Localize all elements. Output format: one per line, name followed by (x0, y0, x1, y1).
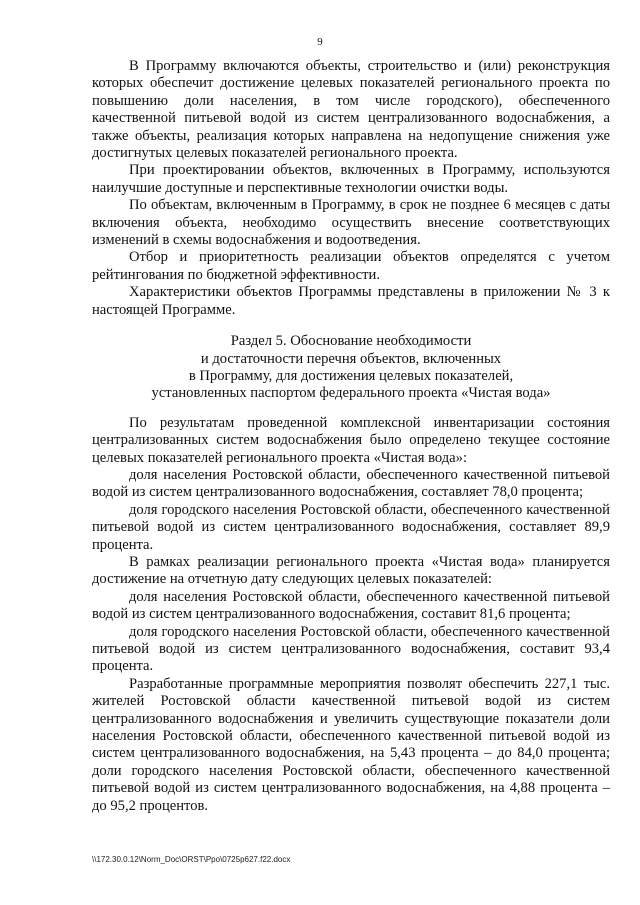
heading-line: в Программу, для достижения целевых показателей, (188, 367, 514, 384)
file-path-footer: \\172.30.0.12\Norm_Doc\ORST\Ppo\0725p627.f22.docx (92, 855, 291, 864)
list-item: доля населения Ростовской области, обеспеченного качественной питьевой водой из систем централизованного водоснабжения, составит 81,6 процента; (92, 588, 610, 623)
paragraph: В Программу включаются объекты, строительство и (или) реконструкция которых обеспечит достижение целевых показателей регионального проекта по повышению доли населения, в том числе городского), обеспеченного качественной питьевой водой из систем централизованного водоснабжения, а также объекты, реализация которых направлена на недопущение снижения уже достигнутых целевых показателей регионального проекта. (92, 58, 610, 162)
section-heading (92, 333, 610, 403)
document-body (92, 58, 610, 815)
heading-line: и достаточности перечня объектов, включенных (200, 350, 502, 367)
paragraph: В рамках реализации регионального проекта «Чистая вода» планируется достижение на отчетную дату следующих целевых показателей: (92, 553, 610, 588)
paragraph: Характеристики объектов Программы представлены в приложении № 3 к настоящей Программе. (92, 284, 610, 318)
heading-line: установленных паспортом федерального проекта «Чистая вода» (151, 385, 551, 402)
paragraph: При проектировании объектов, включенных в Программу, используются наилучшие доступные и перспективные технологии очистки воды. (92, 162, 610, 196)
paragraph: Отбор и приоритетность реализации объектов определятся с учетом рейтингования по бюджетной эффективности. (92, 249, 610, 283)
paragraph: По объектам, включенным в Программу, в срок не позднее 6 месяцев с даты включения объекта, необходимо осуществить внесение соответствующих изменений в схемы водоснабжения и водоотведения. (92, 197, 610, 249)
paragraph: Разработанные программные мероприятия позволят обеспечить 227,1 тыс. жителей Ростовской области качественной питьевой водой из систем централизованного водоснабжения и увеличить существующие показатели доли населения Ростовской области, обеспеченного качественной питьевой водой из систем централизованного водоснабжения, на 5,43 процента – до 84,0 процента; доли городского населения Ростовской области, обеспеченного качественной питьевой водой из систем централизованного водоснабжения, на 4,88 процента – до 95,2 процентов. (92, 675, 610, 814)
list-item: доля городского населения Ростовской области, обеспеченного качественной питьевой водой из систем централизованного водоснабжения, составит 93,4 процента. (92, 623, 610, 675)
paragraph: По результатам проведенной комплексной инвентаризации состояния централизованных систем водоснабжения было определено текущее состояние целевых показателей регионального проекта «Чистая вода»: (92, 414, 610, 466)
page-number: 9 (317, 36, 323, 48)
list-item: доля городского населения Ростовской области, обеспеченного качественной питьевой водой из систем централизованного водоснабжения, составляет 89,9 процента. (92, 501, 610, 553)
heading-line: Раздел 5. Обоснование необходимости (230, 333, 472, 350)
list-item: доля населения Ростовской области, обеспеченного качественной питьевой водой из систем централизованного водоснабжения, составляет 78,0 процента; (92, 466, 610, 501)
